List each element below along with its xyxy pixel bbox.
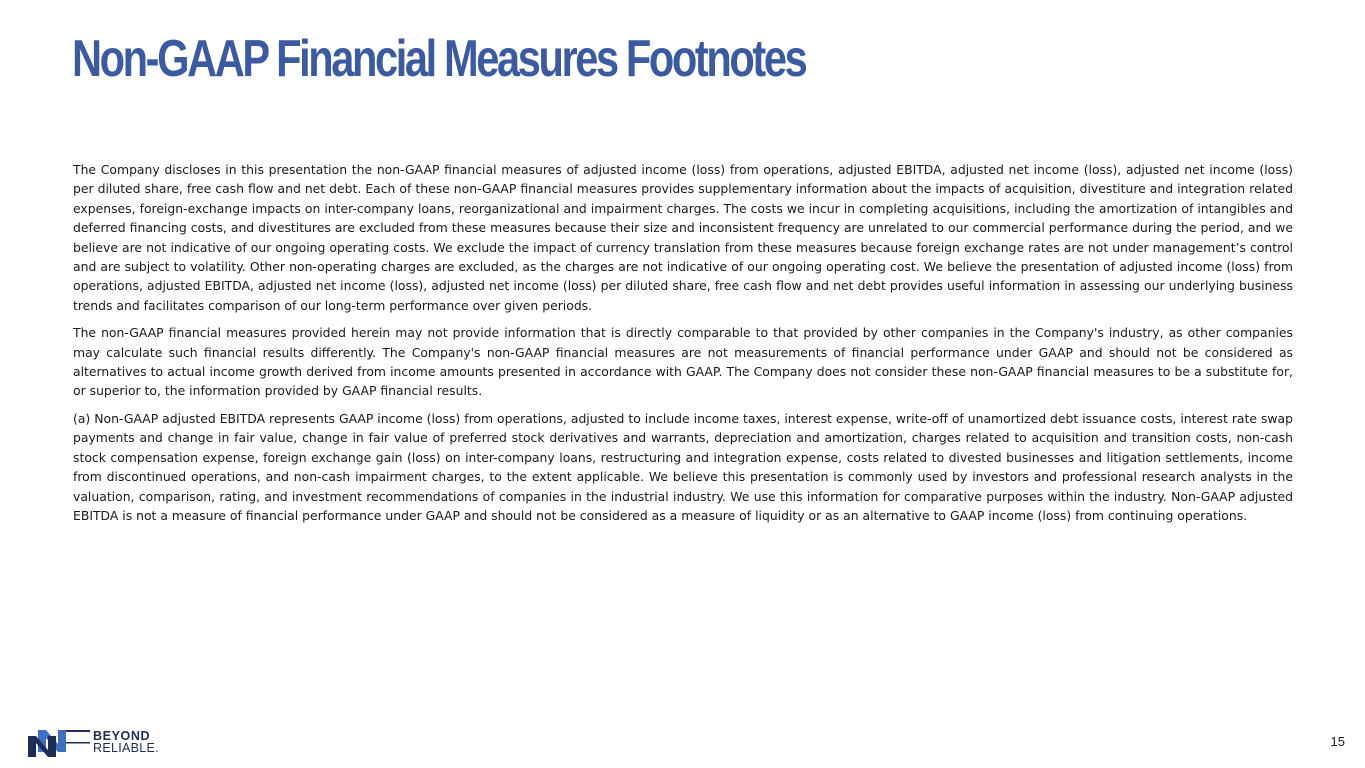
paragraph-intro: The Company discloses in this presentation the non-GAAP financial measures of adjusted income (loss) from operations, adjusted EBITDA, adjusted net income (loss), adjusted net income (loss) per diluted share, free cash flow and net debt. Each of these non-GAAP financial measures provides supplementary information about the impacts of acquisition, divestiture and integration related expenses, foreign-exchange impacts on inter-company loans, reorganizational and impairment charges. The costs we incur in completing acquisitions, including the amortization of intangibles and deferred financing costs, and divestitures are excluded from these measures because their size and inconsistent frequency are unrelated to our commercial performance during the period, and we believe are not indicative of our ongoing operating costs. We exclude the impact of currency translation from these measures because foreign exchange rates are not under management’s control and are subject to volatility. Other non-operating charges are excluded, as the charges are not indicative of our ongoing operating cost. We believe the presentation of adjusted income (loss) from operations, adjusted EBITDA, adjusted net income (loss), adjusted net income (loss) per diluted share, free cash flow and net debt provides useful information in assessing our underlying business trends and facilitates comparison of our long-term performance over given periods.: [73, 162, 1293, 313]
page-number: 15: [1330, 734, 1345, 749]
nn-monogram-icon: [26, 728, 90, 758]
logo-wordmark-top: BEYOND: [93, 729, 151, 743]
logo-wordmark-bottom: RELIABLE.: [93, 741, 159, 755]
page-title: Non-GAAP Financial Measures Footnotes: [72, 30, 806, 88]
paragraph-comparability: The non-GAAP financial measures provided herein may not provide information that is directly comparable to that provided by other companies in the Company's industry, as other companies may calculate such financial results differently. The Company's non-GAAP financial measures are not measurements of financial performance under GAAP and should not be considered as alternatives to actual income growth derived from income amounts presented in accordance with GAAP. The Company does not consider these non-GAAP financial measures to be a substitute for, or superior to, the information provided by GAAP financial results.: [73, 325, 1293, 399]
paragraph-ebitda-footnote: (a) Non-GAAP adjusted EBITDA represents GAAP income (loss) from operations, adjusted to include income taxes, interest expense, write-off of unamortized debt issuance costs, interest rate swap payments and change in fair value, change in fair value of preferred stock derivatives and warrants, depreciation and amortization, charges related to acquisition and transition costs, non-cash stock compensation expense, foreign exchange gain (loss) on inter-company loans, restructuring and integration expense, costs related to divested businesses and litigation settlements, income from discontinued operations, and non-cash impairment charges, to the extent applicable. We believe this presentation is commonly used by investors and professional research analysts in the valuation, comparison, rating, and investment recommendations of companies in the industrial industry. We use this information for comparative purposes within the industry. Non-GAAP adjusted EBITDA is not a measure of financial performance under GAAP and should not be considered as a measure of liquidity or as an alternative to GAAP income (loss) from continuing operations.: [73, 410, 1293, 523]
company-logo: [26, 728, 176, 758]
footnotes-body: [73, 160, 1293, 533]
